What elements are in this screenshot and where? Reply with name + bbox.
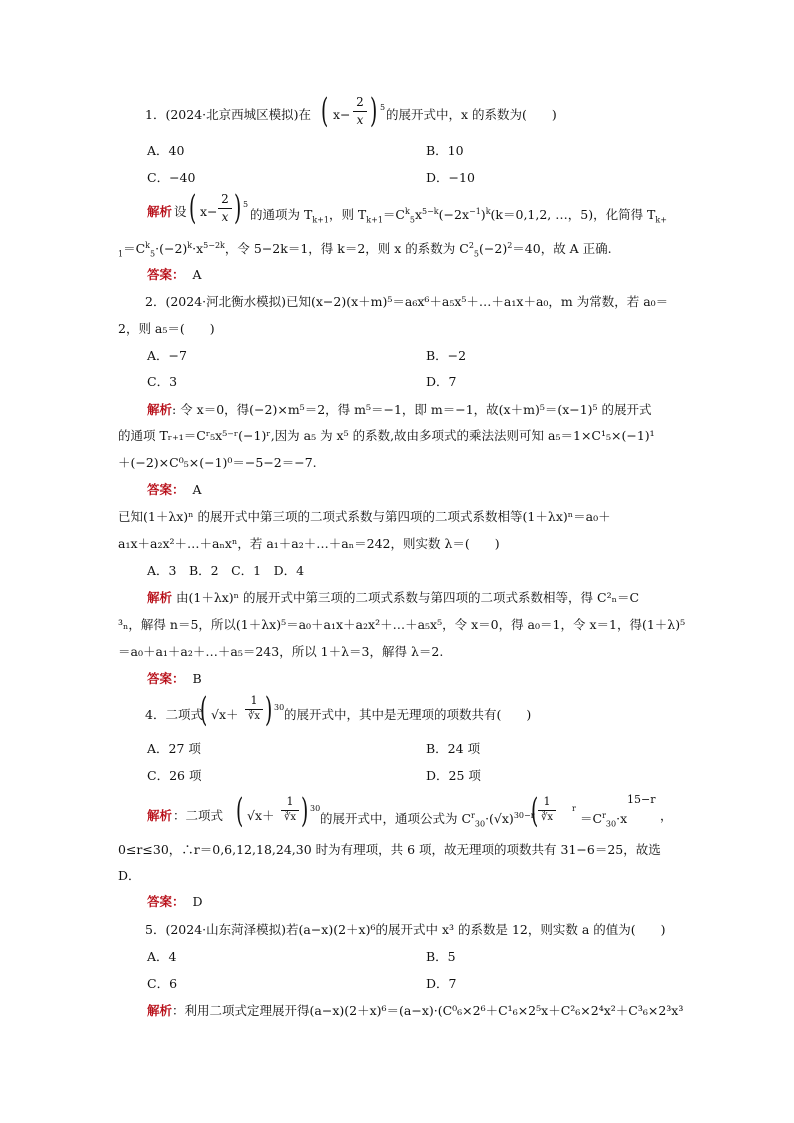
q1-right-paren: ) (370, 91, 378, 131)
q1-sol-1h: 5 (409, 215, 415, 225)
q4-sol-frac-den: ∛x (283, 812, 296, 823)
q1-option-a[interactable]: A．40 (147, 143, 185, 158)
q1-sol-1k: (−2x (438, 207, 469, 223)
q2-option-b[interactable]: B．−2 (426, 348, 467, 363)
q2-solution-2: 的通项 Tᵣ₊₁＝Cʳ₅x⁵⁻ʳ(−1)ʳ,因为 a₅ 为 x⁵ 的系数,故由多项式的乘法法则可知 a₅＝1×C¹₅×(−1)¹ (118, 428, 655, 443)
q4-sol-frac2-den: ∛x (540, 812, 553, 823)
q2-option-d[interactable]: D．7 (426, 374, 457, 389)
q5-solution-1 (147, 1003, 683, 1019)
q1-sol-1p: k+ (655, 215, 667, 225)
q4-option-d[interactable]: D．25 项 (426, 768, 481, 783)
q1-sol-1b: 的通项为 T (250, 207, 313, 223)
q1-expr: x− (333, 107, 351, 122)
q1-sol-1c: k+1 (312, 215, 329, 225)
q1-sol-2m: 2 (507, 241, 513, 250)
q3-solution-2: ³ₙ，解得 n＝5，所以(1＋λx)⁵＝a₀＋a₁x＋a₂x²＋…＋a₅x⁵，令 x＝0，得 a₀＝1，令 x＝1，得(1＋λ)⁵ (118, 617, 686, 632)
q1-answer-value: A (192, 267, 202, 282)
q1-sol-right-paren: ) (234, 188, 242, 228)
q1-sol-1j: 5−k (422, 207, 439, 216)
q4-sol-1j: ·x (616, 811, 628, 827)
q5-solution-label: 解析 (147, 1003, 173, 1018)
q4-sol-1c: r (471, 811, 475, 820)
q1-option-c[interactable]: C．−40 (147, 170, 196, 185)
q1-sol-2f: k (187, 241, 193, 250)
q1-sol-2d: 5 (150, 249, 156, 259)
q1-sol-2c: k (145, 241, 151, 250)
q4-sol-1h: r (602, 811, 606, 820)
q1-sol-1f: ＝C (382, 207, 405, 223)
q4-frac-num: 1 (250, 694, 258, 707)
q4-sol-paren-2l: ( (531, 791, 539, 831)
q4-sol-frac-num: 1 (286, 795, 294, 808)
q4-option-b[interactable]: B．24 项 (426, 741, 481, 756)
q1-answer (147, 267, 202, 283)
q3-answer (147, 671, 202, 687)
q1-sol-1l: −1 (469, 207, 481, 216)
q1-frac-num: 2 (356, 95, 364, 109)
q4-expr: √x＋ (211, 707, 239, 722)
q5-option-a[interactable]: A．4 (147, 949, 177, 964)
q4-sol-frac-bar (281, 810, 299, 811)
q1-sol-2j: 2 (468, 241, 474, 250)
q1-solution-2 (118, 238, 612, 263)
q4-sol-left-paren: ( (236, 791, 244, 831)
q4-option-a[interactable]: A．27 项 (147, 741, 201, 756)
q1-sol-2i: ，令 5−2k＝1，得 k＝2，则 x 的系数为 C (224, 241, 469, 257)
q3-answer-label: 答案： (147, 671, 185, 686)
q4-sol-1l: ， (660, 808, 673, 823)
q4-sol-1-text (320, 808, 535, 833)
q3-answer-value: B (192, 671, 202, 686)
q1-solution-1a: 设 (174, 204, 187, 219)
q1-sol-1i: x (414, 207, 422, 223)
q4-sol-1g: ＝C (580, 811, 603, 827)
q4-solution-label: 解析 (147, 808, 173, 823)
q1-sol-frac-bar (218, 208, 232, 209)
q1-sol-frac-num: 2 (221, 192, 229, 206)
q4-sol-1b: 的展开式中，通项公式为 C (320, 811, 472, 827)
q1-sol-left-paren: ( (189, 188, 197, 228)
q1-sol-1o: (k＝0,1,2, …，5)，化简得 T (490, 207, 656, 223)
q5-option-c[interactable]: C．6 (147, 976, 178, 991)
q4-frac-bar (245, 709, 263, 710)
q3-options[interactable]: A．3 B．2 C．1 D．4 (147, 563, 305, 578)
q3-solution-label: 解析 (147, 590, 173, 605)
q2-answer-label: 答案： (147, 482, 185, 497)
q4-answer (147, 894, 203, 910)
q4-sol-1k: 15−r (627, 793, 656, 806)
q4-sol-1e: ·(√x) (485, 811, 514, 827)
q4-sol-exp: 30 (310, 804, 321, 813)
q1-suffix: 的展开式中，x 的系数为( ) (386, 107, 557, 122)
q5-option-d[interactable]: D．7 (426, 976, 457, 991)
q1-frac-den: x (356, 113, 364, 127)
q2-option-a[interactable]: A．−7 (147, 348, 187, 363)
q4-sol-1i: 30 (605, 819, 617, 829)
q4-prefix: 4．二项式 (145, 707, 203, 722)
q1-sol-2k: 5 (473, 249, 480, 259)
q2-answer (147, 482, 202, 498)
q1-sol-expr: x− (200, 204, 218, 219)
q1-sol-2b: ＝C (123, 241, 146, 257)
q1-frac-bar (353, 111, 367, 112)
q1-sol-2e: ·(−2) (155, 241, 188, 257)
q5-sol-1: ：利用二项式定理展开得(a−x)(2＋x)⁶＝(a−x)·(C⁰₆×2⁶＋C¹₆×2⁵x＋C²₆×2⁴x²＋C³₆×2³x³ (172, 1003, 684, 1018)
q1-sol-2a: 1 (118, 249, 124, 259)
q2-solution-label: 解析 (147, 402, 173, 417)
q1-sol-frac-den: x (221, 210, 229, 224)
q1-sol-2g: ·x (192, 241, 204, 257)
q4-sol-1a: ：二项式 (173, 808, 224, 823)
q1-sol-exp: 5 (243, 200, 249, 209)
q4-right-paren: ) (265, 690, 273, 730)
q2-line-2: 2，则 a₅＝( ) (118, 321, 215, 336)
q5-line-1: 5．(2024·山东菏泽模拟)若(a−x)(2＋x)⁶的展开式中 x³ 的系数是 12，则实数 a 的值为( ) (145, 922, 666, 937)
q1-solution-label: 解析 (147, 204, 173, 219)
q4-solution-3: D． (118, 868, 141, 883)
q4-sol-1d: 30 (474, 819, 486, 829)
q5-option-b[interactable]: B．5 (426, 949, 456, 964)
q2-line-1: 2．(2024·河北衡水模拟)已知(x−2)(x＋m)⁵＝a₆x⁶＋a₅x⁵＋…＋a₁x＋a₀，m 为常数，若 a₀＝ (145, 294, 669, 309)
q4-left-paren: ( (200, 690, 208, 730)
q1-sol-2n: ＝40，故 A 正确. (512, 241, 612, 257)
q3-solution-3: ＝a₀＋a₁＋a₂＋…＋a₅＝243，所以 1＋λ＝3，解得 λ＝2. (118, 644, 444, 659)
q2-option-c[interactable]: C．3 (147, 374, 178, 389)
q1-left-paren: ( (321, 91, 329, 131)
q4-sol-right-paren: ) (301, 791, 309, 831)
q4-answer-value: D (192, 894, 203, 909)
q4-frac-den: ∛x (247, 711, 260, 722)
q1-exp: 5 (380, 103, 386, 112)
q4-option-c[interactable]: C．26 项 (147, 768, 202, 783)
q1-sol-1d: ，则 T (328, 207, 367, 223)
q2-solution-3: ＋(−2)×C⁰₅×(−1)⁰＝−5−2＝−7. (118, 455, 317, 470)
q4-solution-2: 0≤r≤30，∴r＝0,6,12,18,24,30 时为有理项，共 6 项，故无理项的项数共有 31−6＝25，故选 (118, 842, 661, 857)
q3-line-2: a₁x＋a₂x²＋…＋aₙxⁿ，若 a₁＋a₂＋…＋aₙ＝242，则实数 λ＝( ) (118, 536, 500, 551)
q1-option-d[interactable]: D．−10 (426, 170, 475, 185)
q1-answer-label: 答案： (147, 267, 185, 282)
q1-sol-1m: ) (480, 207, 486, 223)
q4-exp: 30 (274, 703, 285, 712)
q2-sol-1: : 令 x＝0，得(−2)×m⁵＝2，得 m⁵＝−1，即 m＝−1，故(x＋m)⁵＝(x−1)⁵ 的展开式 (172, 402, 652, 417)
q4-sol-expr: √x＋ (247, 808, 275, 823)
q4-answer-label: 答案： (147, 894, 185, 909)
q1-prefix: 1．(2024·北京西城区模拟)在 (145, 107, 311, 122)
q1-sol-2h: 5−2k (203, 241, 225, 250)
q2-solution-1 (147, 402, 652, 418)
q3-line-1: 已知(1＋λx)ⁿ 的展开式中第三项的二项式系数与第四项的二项式系数相等(1＋λx)ⁿ＝a₀＋ (118, 509, 611, 524)
q1-sol-1g: k (404, 207, 410, 216)
q4-suffix: 的展开式中，其中是无理项的项数共有( ) (284, 707, 532, 722)
q1-sol-2l: (−2) (479, 241, 508, 257)
q1-option-b[interactable]: B．10 (426, 143, 464, 158)
q3-sol-1: 由(1＋λx)ⁿ 的展开式中第三项的二项式系数与第四项的二项式系数相等，得 C²ₙ＝C (172, 590, 640, 605)
q3-solution-1 (147, 590, 639, 606)
q1-sol-1n: k (485, 207, 491, 216)
q4-sol-1-tail (580, 808, 627, 833)
q2-answer-value: A (192, 482, 202, 497)
q1-solution-1-text (250, 204, 667, 229)
q4-sol-frac2-bar (538, 810, 556, 811)
q1-sol-1e: k+1 (366, 215, 383, 225)
q4-sol-1m: r (572, 804, 576, 813)
q4-sol-1f: 30−r (513, 811, 535, 820)
q4-sol-frac2-num: 1 (543, 795, 551, 808)
